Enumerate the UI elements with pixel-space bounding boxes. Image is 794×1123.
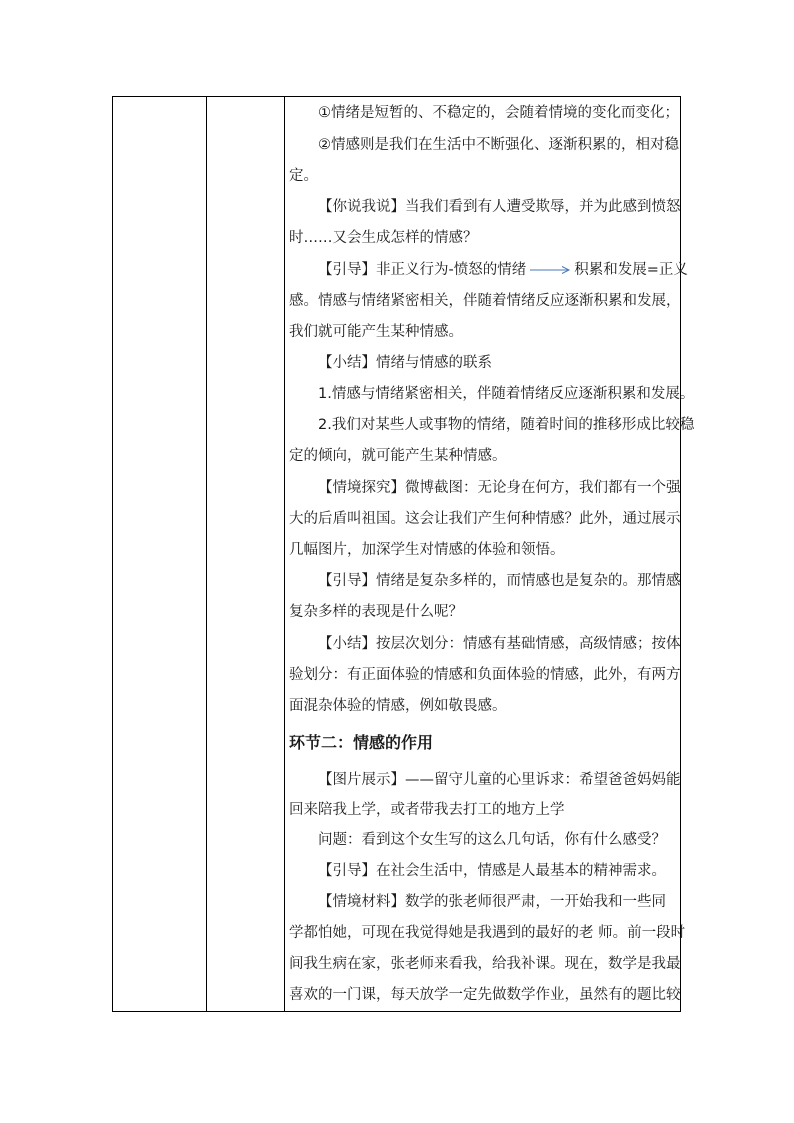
paragraph-line: 面混杂体验的情感，例如敬畏感。 bbox=[289, 698, 507, 714]
paragraph-line: 时……又会生成怎样的情感？ bbox=[289, 230, 478, 246]
paragraph-line: 1.情感与情绪紧密相关，伴随着情绪反应逐渐积累和发展。 bbox=[318, 386, 695, 402]
table-cell-col1 bbox=[113, 97, 206, 1011]
paragraph-line: 【图片展示】——留守儿童的心里诉求：希望爸爸妈妈能 bbox=[318, 772, 681, 788]
paragraph-line: 我们就可能产生某种情感。 bbox=[289, 324, 463, 340]
paragraph-line: 学都怕她，可现在我觉得她是我遇到的最好的老 师。前一段时 bbox=[289, 925, 686, 941]
paragraph-line: 几幅图片，加深学生对情感的体验和领悟。 bbox=[289, 542, 565, 558]
paragraph-line: ②情感则是我们在生活中不断强化、逐渐积累的，相对稳 bbox=[318, 137, 679, 153]
paragraph-line: 大的后盾叫祖国。这会让我们产生何种情感？此外，通过展示 bbox=[289, 511, 681, 527]
paragraph-line: 【情境材料】数学的张老师很严肃，一开始我和一些同 bbox=[318, 894, 666, 910]
paragraph-line: 【你说我说】当我们看到有人遭受欺辱，并为此感到愤怒 bbox=[318, 199, 681, 215]
section-heading: 环节二：情感的作用 bbox=[289, 733, 434, 752]
table-cell-col2 bbox=[207, 97, 284, 1011]
paragraph-line: 喜欢的一门课，每天放学一定先做数学作业，虽然有的题比较 bbox=[289, 987, 681, 1003]
paragraph-line: 【引导】在社会生活中，情感是人最基本的精神需求。 bbox=[318, 863, 666, 879]
paragraph-line: 回来陪我上学，或者带我去打工的地方上学 bbox=[289, 802, 565, 818]
paragraph-line: 【情境探究】微博截图：无论身在何方，我们都有一个强 bbox=[318, 480, 681, 496]
paragraph-text: 积累和发展=正义 bbox=[574, 262, 688, 278]
paragraph-line: 复杂多样的表现是什么呢？ bbox=[289, 604, 463, 620]
paragraph-line: 问题：看到这个女生写的这么几句话，你有什么感受？ bbox=[318, 832, 666, 848]
paragraph-line: 定。 bbox=[289, 168, 318, 184]
lesson-table bbox=[112, 96, 695, 1012]
paragraph-text: 【引导】非正义行为-愤怒的情绪 bbox=[318, 262, 527, 278]
arrow-right-icon bbox=[529, 265, 571, 275]
paragraph-line-with-arrow bbox=[289, 260, 704, 280]
paragraph-line: 验划分：有正面体验的情感和负面体验的情感，此外，有两方 bbox=[289, 667, 681, 683]
paragraph-line: 感。情感与情绪紧密相关，伴随着情绪反应逐渐积累和发展， bbox=[289, 293, 681, 309]
table-cell-content bbox=[289, 97, 695, 1011]
paragraph-line: 【小结】按层次划分：情感有基础情感，高级情感；按体 bbox=[318, 636, 681, 652]
paragraph-line: 间我生病在家，张老师来看我，给我补课。现在，数学是我最 bbox=[289, 956, 681, 972]
column-divider-2 bbox=[284, 97, 285, 1011]
paragraph-line: 【小结】情绪与情感的联系 bbox=[318, 355, 492, 371]
paragraph-line: 2.我们对某些人或事物的情绪，随着时间的推移形成比较稳 bbox=[318, 417, 695, 433]
paragraph-line: 定的倾向，就可能产生某种情感。 bbox=[289, 448, 507, 464]
paragraph-line: 【引导】情绪是复杂多样的，而情感也是复杂的。那情感 bbox=[318, 573, 681, 589]
paragraph-line: ①情绪是短暂的、不稳定的，会随着情境的变化而变化； bbox=[318, 105, 679, 121]
